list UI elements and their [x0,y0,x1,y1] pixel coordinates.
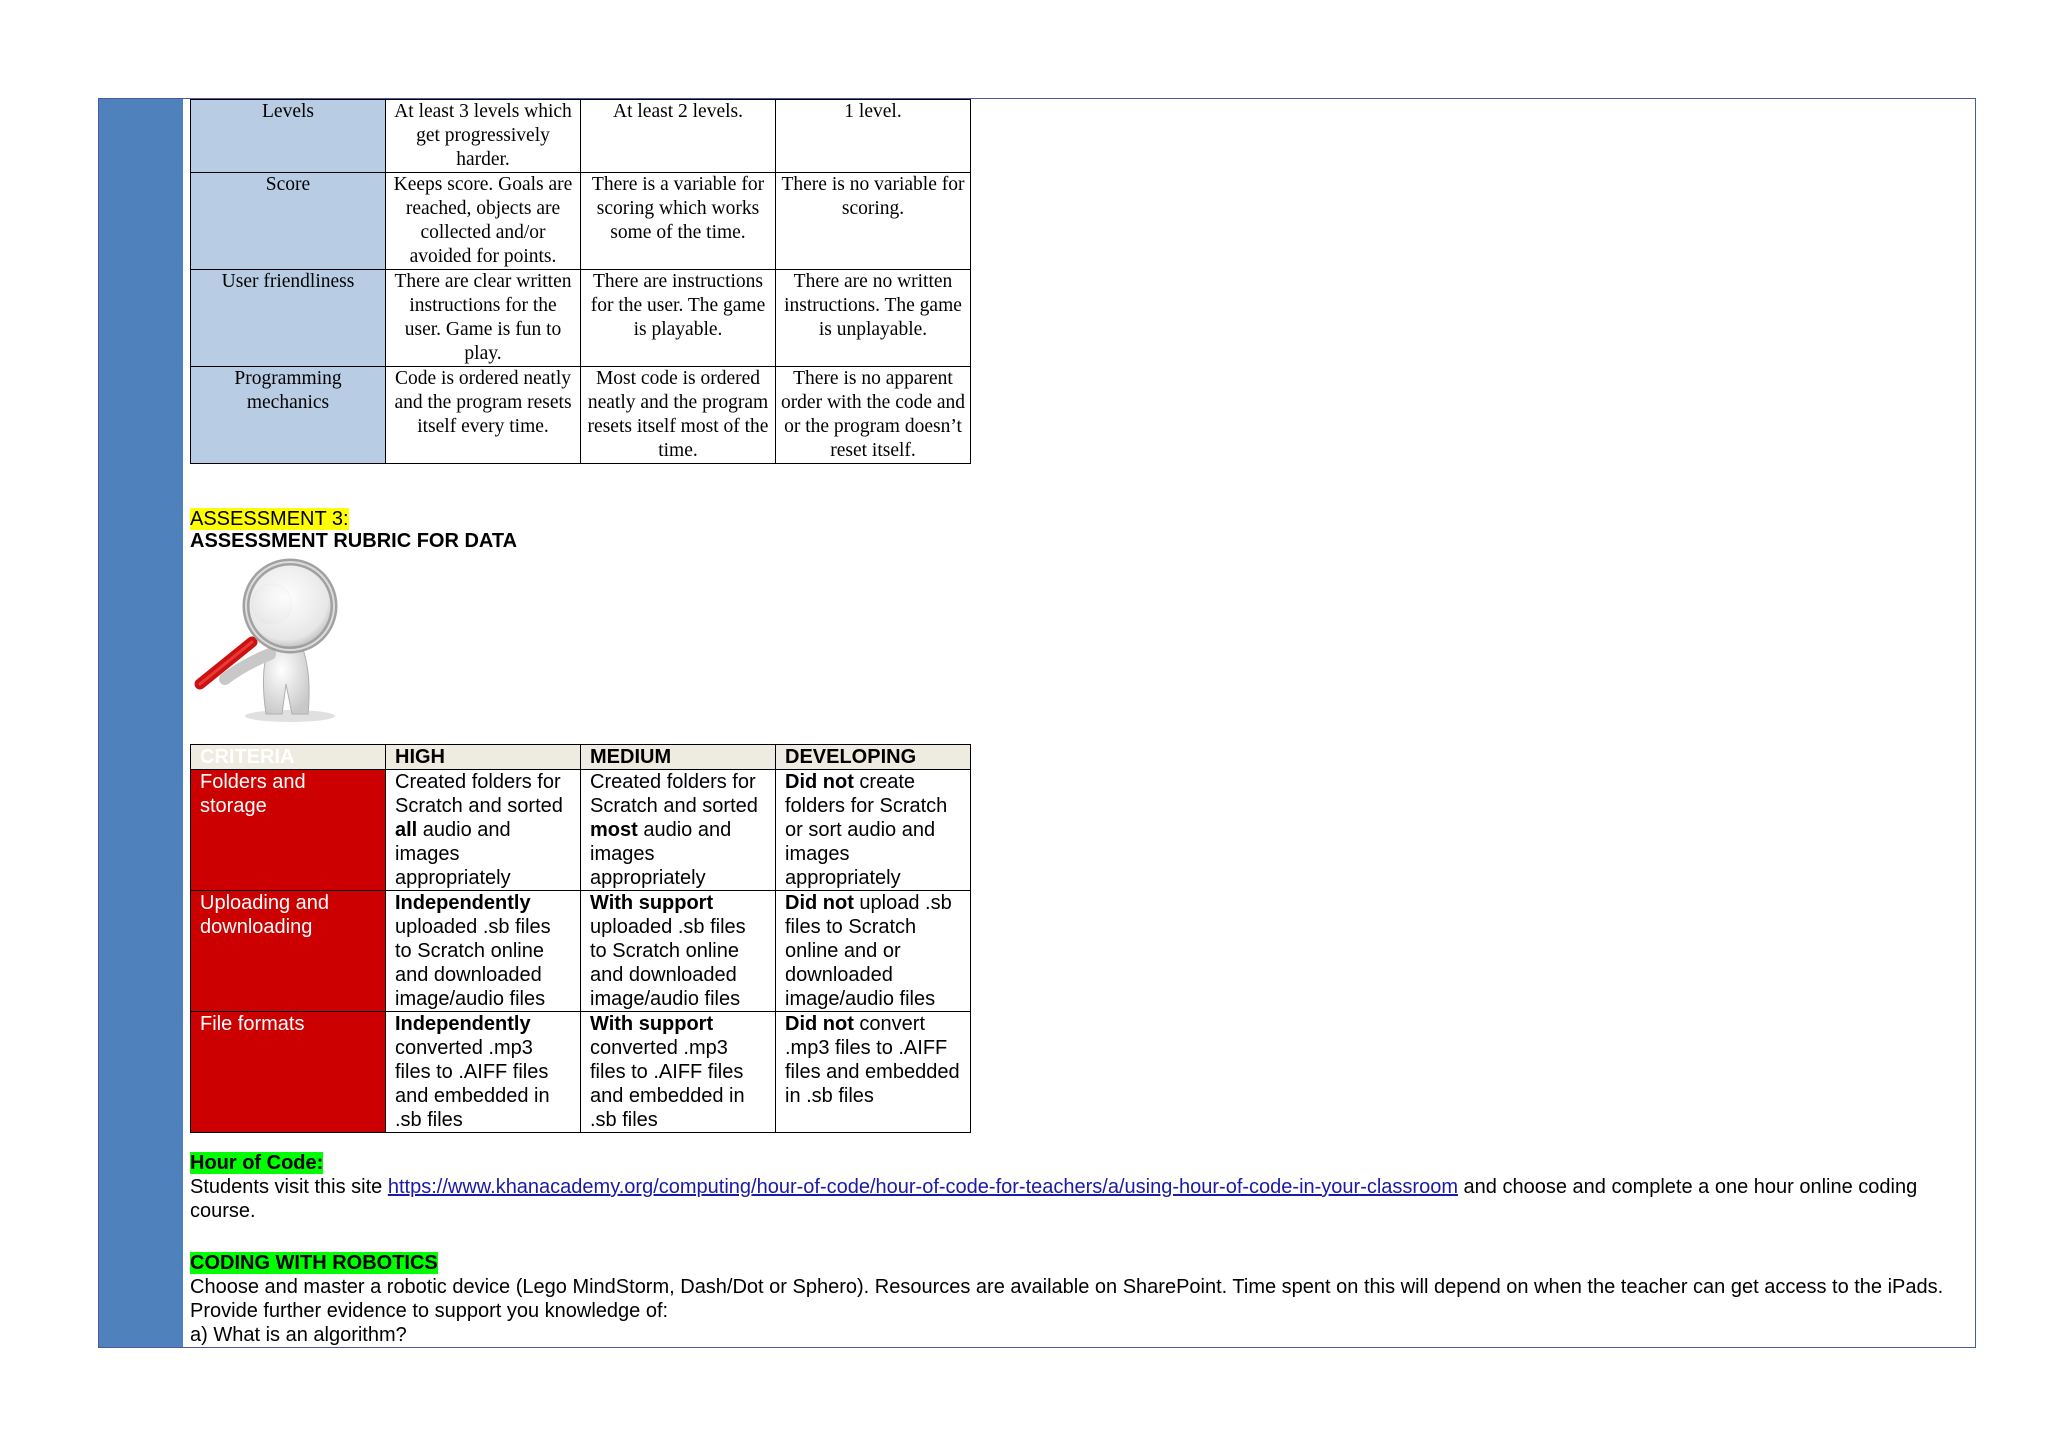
cell-text: audio and images appropriately [590,819,732,889]
developing-cell [776,1012,971,1133]
cell-text: uploaded .sb files to Scratch online and downloaded image/audio files [395,916,551,1010]
table-header-row [191,745,971,770]
hour-of-code-text: Students visit this site [190,1176,388,1198]
cell-text: convert .mp3 files to .AIFF files and embedded in .sb files [785,1013,960,1107]
criterion-cell: User friendliness [191,270,386,367]
developing-cell: There are no written instructions. The game is unplayable. [776,270,971,367]
hour-of-code-heading-text: Hour of Code: [190,1152,324,1174]
medium-cell: There is a variable for scoring which works some of the time. [581,173,776,270]
header-developing: DEVELOPING [776,745,971,770]
criterion-cell: Levels [191,100,386,173]
cell-text: Created folders for Scratch and sorted [395,771,563,817]
criterion-cell: Programming mechanics [191,367,386,464]
high-cell: There are clear written instructions for the user. Game is fun to play. [386,270,581,367]
assessment-label [190,507,349,531]
hour-of-code-paragraph [190,1175,1950,1223]
khan-academy-link[interactable]: https://www.khanacademy.org/computing/hour-of-code/hour-of-code-for-teachers/a/using-hour-of-code-in-your-classroom [387,1176,1458,1198]
cell-text: audio and images appropriately [395,819,511,889]
developing-cell [776,770,971,891]
developing-cell: There is no variable for scoring. [776,173,971,270]
assessment-title: ASSESSMENT RUBRIC FOR DATA [190,530,518,552]
robotics-heading [190,1251,1950,1275]
developing-cell: There is no apparent order with the code and or the program doesn’t reset itself. [776,367,971,464]
header-medium: MEDIUM [581,745,776,770]
criterion-cell: Uploading and downloading [191,891,386,1012]
high-cell: Code is ordered neatly and the program resets itself every time. [386,367,581,464]
cell-bold-text: With support [590,1013,714,1035]
table-row [191,891,971,1012]
cell-text: converted .mp3 files to .AIFF files and embedded in .sb files [590,1037,745,1131]
cell-bold-text: Did not [785,771,854,793]
robotics-item-a: a) What is an algorithm? [190,1324,407,1346]
high-cell [386,891,581,1012]
cell-bold-text: all [395,819,418,841]
header-high: HIGH [386,745,581,770]
hour-of-code-heading [190,1151,1950,1175]
table-row [191,100,971,173]
header-criteria: CRITERIA [191,745,386,770]
cell-text: upload .sb files to Scratch online and or downloaded image/audio files [785,892,952,1010]
high-cell [386,770,581,891]
cell-text: uploaded .sb files to Scratch online and downloaded image/audio files [590,916,746,1010]
medium-cell [581,891,776,1012]
page-frame [98,98,1976,1348]
criterion-cell: Folders and storage [191,770,386,891]
table-row [191,270,971,367]
robotics-heading-text: CODING WITH ROBOTICS [190,1252,438,1274]
magnifier-person-icon [190,554,360,724]
cell-bold-text: Independently [395,1013,531,1035]
medium-cell [581,770,776,891]
high-cell: At least 3 levels which get progressively harder. [386,100,581,173]
medium-cell [581,1012,776,1133]
cell-text: Created folders for Scratch and sorted [590,771,758,817]
high-cell: Keeps score. Goals are reached, objects are collected and/or avoided for points. [386,173,581,270]
robotics-paragraph: Choose and master a robotic device (Lego MindStorm, Dash/Dot or Sphero). Resources are available on SharePoint. Time spent on this will depend on when the teacher can get access to the iPads. Provide further evidence to support you knowledge of: [190,1276,1944,1322]
table-row [191,173,971,270]
data-rubric-table [190,744,971,1133]
cell-bold-text: most [590,819,638,841]
table-row [191,770,971,891]
table-row [191,367,971,464]
cell-bold-text: Independently [395,892,531,914]
cell-bold-text: Did not [785,892,854,914]
high-cell [386,1012,581,1133]
developing-cell: 1 level. [776,100,971,173]
assessment-label-text: ASSESSMENT 3: [190,508,349,530]
developing-cell [776,891,971,1012]
cell-bold-text: Did not [785,1013,854,1035]
hour-of-code-text: and choose and complete a one hour online coding course. [190,1176,1918,1222]
cell-text: create folders for Scratch or sort audio and images appropriately [785,771,948,889]
medium-cell: At least 2 levels. [581,100,776,173]
cell-text: converted .mp3 files to .AIFF files and embedded in .sb files [395,1037,550,1131]
criterion-cell: File formats [191,1012,386,1133]
game-rubric-table [190,99,971,464]
medium-cell: Most code is ordered neatly and the program resets itself most of the time. [581,367,776,464]
table-row [191,1012,971,1133]
medium-cell: There are instructions for the user. The game is playable. [581,270,776,367]
cell-bold-text: With support [590,892,714,914]
sidebar-bar [99,99,183,1347]
criterion-cell: Score [191,173,386,270]
